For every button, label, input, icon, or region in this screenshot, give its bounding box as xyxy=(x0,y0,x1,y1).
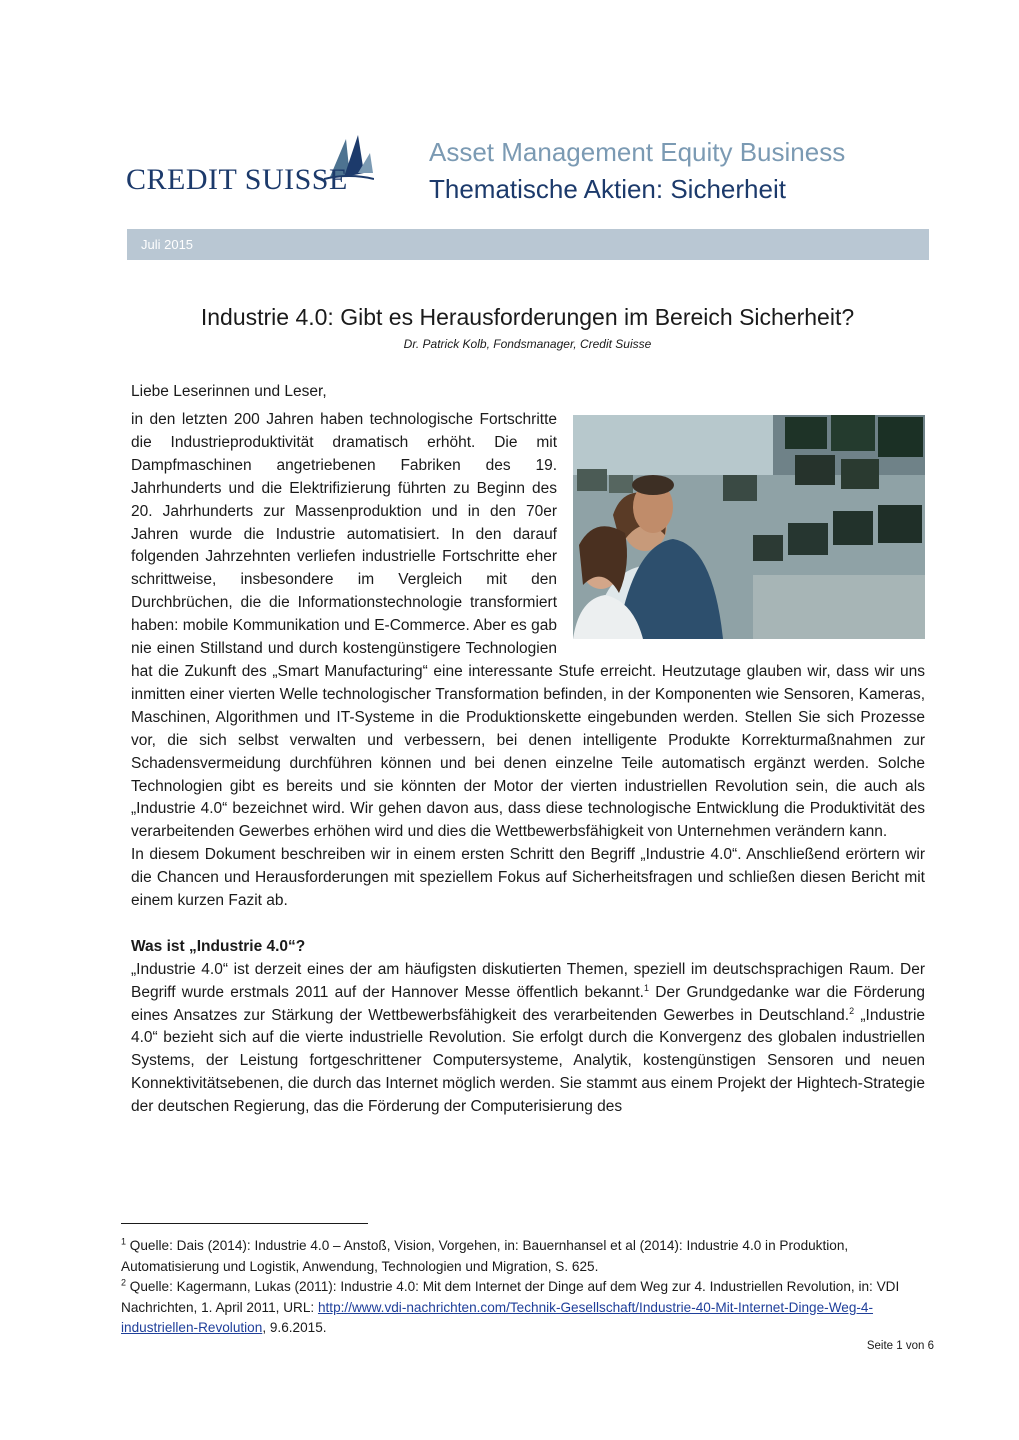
footnote-ref-2[interactable]: 2 xyxy=(849,1005,855,1016)
paragraph-document-scope: In diesem Dokument beschreiben wir in einem ersten Schritt den Begriff „Industrie 4.0“. Anschließend erörtern wir die Chancen und Herausforderungen mit speziellem Fokus auf Sicherheitsfragen und schließen diesen Bericht mit einem kurzen Fazit ab. xyxy=(131,846,925,910)
article-author: Dr. Patrick Kolb, Fondsmanager, Credit Suisse xyxy=(403,337,652,351)
footnote-separator xyxy=(121,1223,368,1224)
greeting: Liebe Leserinnen und Leser, xyxy=(131,383,327,400)
footnotes xyxy=(121,1236,911,1339)
footnote-2: $^2$ Quelle: Kagermann, Lukas (2011): Industrie 4.0: Mit dem Internet der Dinge auf dem Weg zur 4. Industriellen Revolution, in: VDI Nachrichten, 1. April 2011, URL: http://www.vdi-nachrichten.com/Technik-Gesellschaft/Industrie-40-Mit-Internet-Dinge-Weg-4-industriellen-Revolution, 9.6.2015. xyxy=(121,1277,900,1335)
source-link[interactable]: http://www.vdi-nachrichten.com/Technik-Gesellschaft/Industrie-40-Mit-Internet-Dinge-Weg-4-industriellen-Revolution xyxy=(121,1299,874,1335)
article-title: Industrie 4.0: Gibt es Herausforderungen im Bereich Sicherheit? xyxy=(200,304,855,330)
logo-wordmark: CREDIT SUISSE xyxy=(126,163,348,196)
paragraph-definition: „Industrie 4.0“ ist derzeit eines der am häufigsten diskutierten Themen, speziell im deutschsprachigen Raum. Der Begriff wurde erstmals 2011 auf der Hannover Messe öffentlich bekannt.$^1$ Der Grundgedanke war die Förderung eines Ansatzes zur Stärkung der Wettbewerbsfähigkeit des verarbeitenden Gewerbes in Deutschland.$^2$ „Industrie 4.0“ bezieht sich auf die vierte industrielle Revolution. Sie erfolgt durch die Konvergenz des globalen industriellen Systems, der Leistung fortgeschrittener Computersysteme, Analytik, kostengünstigen Sensoren und neuen Konnektivitätsebenen, die durch das Internet möglich werden. Sie stammt aus einem Projekt der Hightech-Strategie der deutschen Regierung, das die Förderung der Computerisierung des xyxy=(131,960,926,1116)
paragraph-intro: in den letzten 200 Jahren haben technologische Fortschritte die Industrieproduktivität dramatisch erhöht. Die mit Dampfmaschinen angetriebenen Fabriken des 19. Jahrhunderts und die Elektrifizierung führten zu Beginn des 20. Jahrhunderts zur Massenproduktion und in den 70er Jahren wurde die Industrie automatisiert. In den darauf folgenden Jahrzehnten verliefen industrielle Fortschritte eher schrittweise, insbesondere im Vergleich mit den Durchbrüchen, die die Informationstechnologie transformiert haben: mobile Kommunikation und E-Commerce. Aber es gab nie einen Stillstand und durch kostengünstigere Technologien hat die Zukunft des „Smart Manufacturing“ eine interessante Stufe erreicht. Heutzutage glauben wir, dass wir uns inmitten einer vierten Welle technologischer Transformation befinden, in der Komponenten wie Sensoren, Kameras, Maschinen, Algorithmen und IT-Systeme in die Produktionskette eingebunden werden. Stellen Sie sich Prozesse vor, die sich selbst verwalten und verbessern, bei denen intelligente Produkte Korrekturmaßnahmen zur Schadensvermeidung durchführen können und bei denen einzelne Teile automatisch ergänzt werden. Solche Technologien gibt es bereits und sie könnten der Motor der vierten industriellen Revolution sein, die auch als „Industrie 4.0“ bezeichnet wird. Wir gehen davon aus, dass diese technologische Entwicklung die Produktivität des verarbeitenden Gewerbes erhöhen wird und dies die Wettbewerbsfähigkeit von Unternehmen verändern kann. xyxy=(131,411,925,841)
credit-suisse-logo xyxy=(126,133,376,203)
footnote-1: $^1$ Quelle: Dais (2014): Industrie 4.0 – Anstoß, Vision, Vorgehen, in: Bauernhansel et al (2014): Industrie 4.0 in Produktion, Automatisierung und Logistik, Anwendung, Technologien und Migration, S. 625. xyxy=(121,1236,849,1274)
control-room-photo xyxy=(573,415,925,639)
header-line-2: Thematische Aktien: Sicherheit xyxy=(429,174,786,204)
page-number: Seite 1 von 6 xyxy=(866,1340,934,1352)
section-heading: Was ist „Industrie 4.0“? xyxy=(131,937,306,955)
article-body xyxy=(131,409,925,1119)
date-bar xyxy=(127,229,929,260)
date-label: Juli 2015 xyxy=(141,237,194,252)
header-line-1: Asset Management Equity Business xyxy=(429,137,846,167)
footnote-ref-1[interactable]: 1 xyxy=(644,982,650,993)
